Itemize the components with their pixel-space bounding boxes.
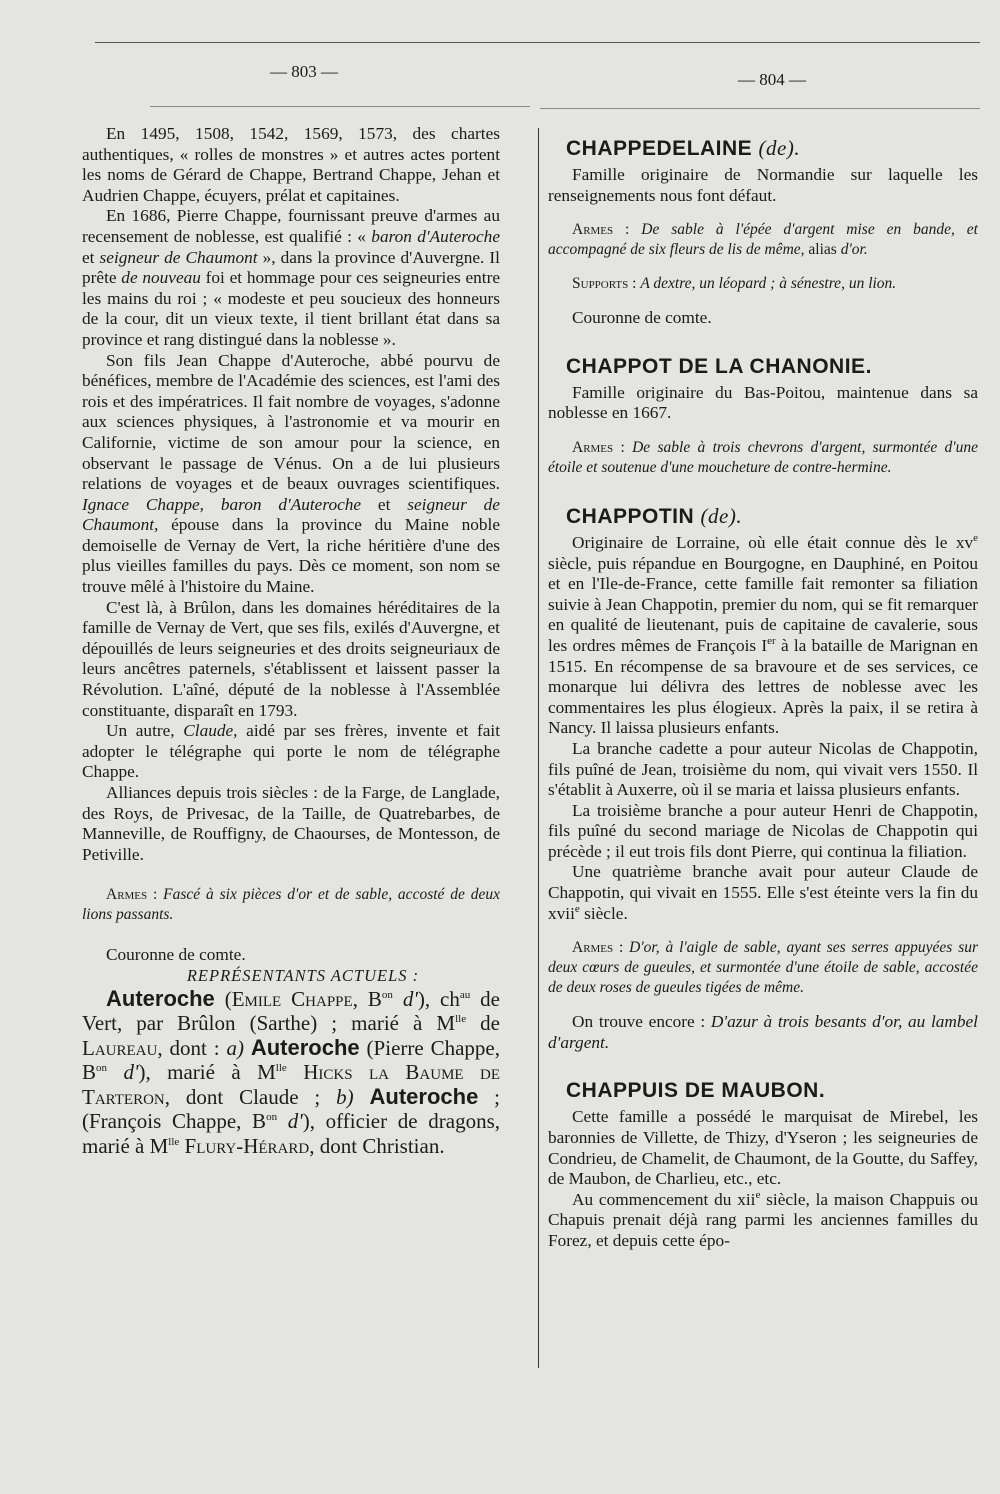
left-page-number: — 803 — xyxy=(270,62,338,81)
chappuis-possessions: Cette famille a possédé le marquisat de Mirebel, les baronnies de Villette, de Thizy, d'Yseron ; les seigneuries de Condrieu, de Chamelit, de Chaumont, de la Goutte, du Saffey, de Maubon, de Charlieu, etc., etc. xyxy=(548,1107,978,1189)
chappotin-also: On trouve encore : D'azur à trois besants d'or, au lambel d'argent. xyxy=(548,1012,978,1052)
column-divider xyxy=(538,128,539,1368)
chappedelaine-supports: Supports : A dextre, un léopard ; à sénestre, un lion. xyxy=(572,275,897,293)
paragraph-chartes: En 1495, 1508, 1542, 1569, 1573, des chartes authentiques, « rolles de monstres » et autres actes portent les noms de Gérard de Chappe, Bertrand Chappe, Jehan et Audrien Chappe, écuyers, prélat et capitaines. xyxy=(82,124,500,205)
chappot-arms: Armes : De sable à trois chevrons d'argent, surmontée d'une étoile et soutenue d'une moucheture de contre-hermine. xyxy=(548,438,978,476)
chappedelaine-arms: Armes : De sable à l'épée d'argent mise en bande, et accompagné de six fleurs de lis de même, alias d'or. xyxy=(548,221,978,259)
paragraph-jean-chappe: Son fils Jean Chappe d'Auteroche, abbé pourvu de bénéfices, membre de l'Académie des sciences, est l'ami des rois et des impératrices. Il fait nombre de voyages, s'adonne aux sciences physiques, à l'astronomie et va mourir en Californie, victime de son amour pour la science, en observant le passage de Vénus. On a de lui plusieurs relations de voyages et de beaux ouvrages scientifiques. Ignace Chappe, baron d'Auteroche et seigneur de Chaumont, épouse dans la province du Maine noble demoiselle de Vernay de Vert, la riche héritière d'une des plus vieilles familles du pays. Dès ce moment, son nom se trouve mêlé à l'histoire du Maine. xyxy=(82,350,500,597)
representatives-heading: REPRÉSENTANTS ACTUELS : xyxy=(186,965,420,985)
arms-chappe: Armes : Fascé à six pièces d'or et de sable, accosté de deux lions passants. xyxy=(82,886,501,924)
right-column xyxy=(548,134,978,1252)
heading-chappuis: CHAPPUIS DE MAUBON. xyxy=(566,1079,826,1103)
right-page-number: — 804 — xyxy=(738,70,806,89)
representatives-entry: Auteroche (Emile Chappe, $B^{on}$ d'), $ch^{au}$ de Vert, par Brûlon (Sarthe) ; marié à $M^{lle}$ de Laureau, dont : a) Auteroche (Pierre Chappe, $B^{on}$ d'), marié à $M^{lle}$ Hicks la Baume de Tarteron, dont Claude ; b) Auteroche ; (François Chappe, $B^{on}$ d'), officier de dragons, marié à $M^{lle}$ Flury-Hérard, dont Christian. xyxy=(82,985,501,1158)
paragraph-claude: Un autre, Claude, aidé par ses frères, invente et fait adopter le télégraphe qui porte le nom de télégraphe Chappe. xyxy=(82,721,500,782)
chappuis-history: Au commencement du xii$^e$ siècle, la maison Chappuis ou Chapuis prenait déjà rang parmi les anciennes familles du Forez, et depuis cette épo- xyxy=(548,1189,978,1250)
heading-chappotin: CHAPPOTIN (de). xyxy=(566,503,743,528)
chappotin-quatrieme: Une quatrième branche avait pour auteur Claude de Chappotin, qui vivait en 1555. Elle s'est éteinte vers la fin du xvii$^e$ siècle. xyxy=(548,862,978,923)
left-header-rule xyxy=(150,106,530,107)
heading-chappedelaine: CHAPPEDELAINE (de). xyxy=(566,136,801,160)
right-header-rule xyxy=(540,108,980,109)
paragraph-alliances: Alliances depuis trois siècles : de la Farge, de Langlade, des Roys, de Privesac, de la Taille, de Quatrebarbes, de Manneville, de Rouffigny, de Chaourses, de Montesson, de Petiville. xyxy=(82,783,500,864)
paragraph-1686: En 1686, Pierre Chappe, fournissant preuve d'armes au recensement de noblesse, est qualifié : « baron d'Auteroche et seigneur de Chaumont », dans la province d'Auvergne. Il prête de nouveau foi et hommage pour ces seigneuries entre les mains du roi ; « modeste et peu soucieux des honneurs de la cour, dit un vieux texte, il tient brillant état dans sa province et rang distingué dans la noblesse ». xyxy=(82,206,500,349)
chappotin-origin: Originaire de Lorraine, où elle était connue dès le $xv^e$ siècle, puis répandue en Bourgogne, en Dauphiné, en Poitou et en l'Ile-de-France, cette famille fait remonter sa filiation suivie à Jean Chappotin, premier du nom, qui se fit remarquer en qualité de lieutenant, puis de capitaine de cavalerie, sous les ordres mêmes de François Ier à la bataille de Marignan en 1515. En récompense de sa bravoure et de ses services, ce monarque lui délivra des lettres de noblesse avec les commentaires les plus élogieux. Après la paix, il se retira à Nancy. Il laissa plusieurs enfants. xyxy=(548,532,978,738)
chappedelaine-origin: Famille originaire de Normandie sur laquelle les renseignements nous font défaut. xyxy=(548,165,978,205)
left-column xyxy=(82,124,500,1158)
chappot-origin: Famille originaire du Bas-Poitou, maintenue dans sa noblesse en 1667. xyxy=(548,382,978,423)
chappotin-troisieme: La troisième branche a pour auteur Henri de Chappotin, fils puîné du second mariage de Nicolas de Chappotin qui précède ; il eut trois fils dont Pierre, qui continua la filiation. xyxy=(548,800,978,861)
chappotin-arms: Armes : D'or, à l'aigle de sable, ayant ses serres appuyées sur deux cœurs de gueules, et surmontée d'une étoile de sable, accostée de deux roses de gueules tigées de même. xyxy=(548,939,979,997)
chappedelaine-crown: Couronne de comte. xyxy=(572,308,712,328)
heading-chappot: CHAPPOT DE LA CHANONIE. xyxy=(566,354,872,378)
chappotin-cadette: La branche cadette a pour auteur Nicolas de Chappotin, fils puîné de Jean, troisième du nom, qui vivait vers 1550. Il s'établit à Auxerre, où il se maria et laissa plusieurs enfants. xyxy=(548,738,978,800)
paragraph-brulon: C'est là, à Brûlon, dans les domaines héréditaires de la famille de Vernay de Vert, que ses fils, exilés d'Auvergne, et dépouillés de leurs seigneuries et des droits seigneuriaux de leurs ancêtres paternels, s'établissent et laissent passer la Révolution. L'aîné, député de la noblesse à l'Assemblée constituante, disparaît en 1793. xyxy=(82,597,500,720)
crown-chappe: Couronne de comte. xyxy=(106,945,246,965)
top-rule xyxy=(95,42,980,43)
